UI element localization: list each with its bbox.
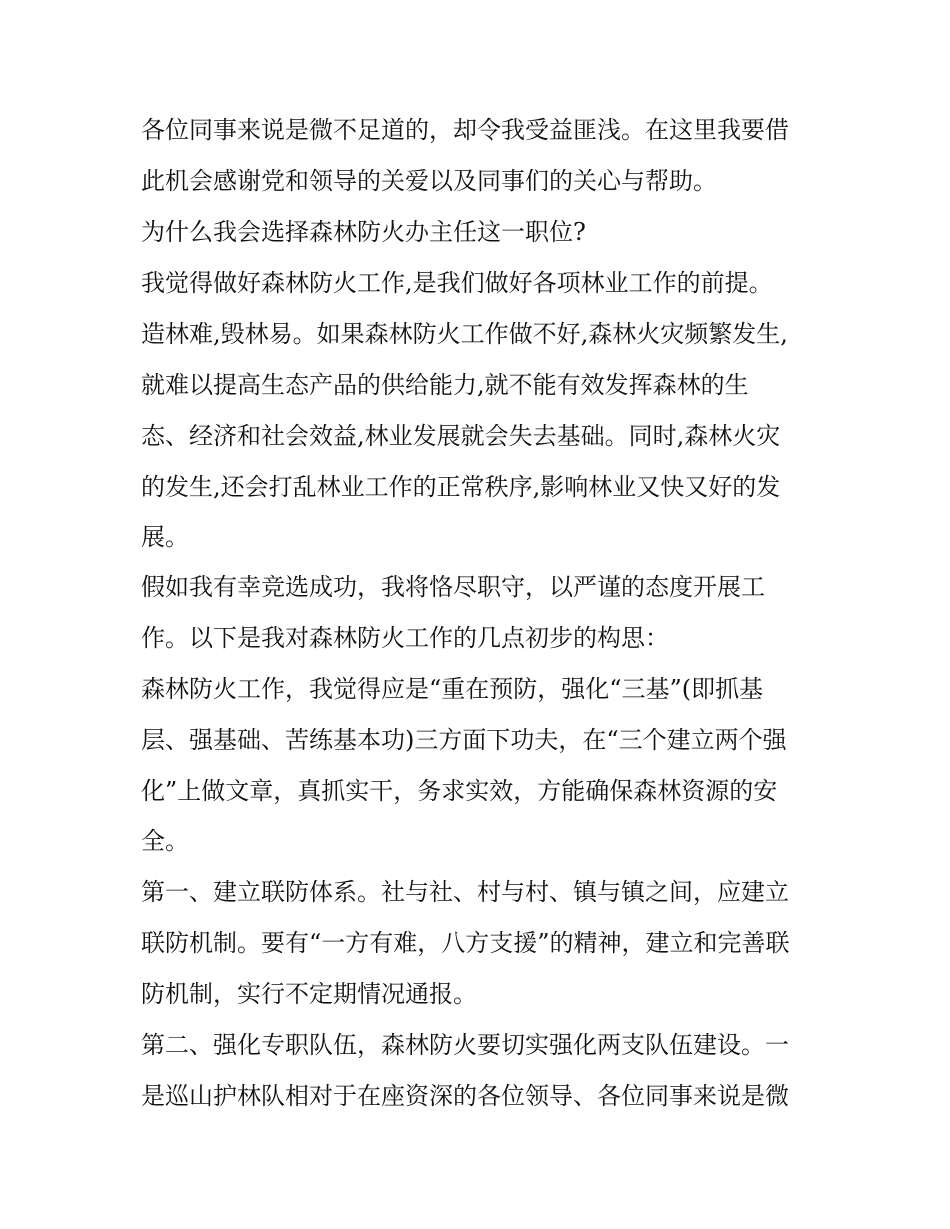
text-line: 各位同事来说是微不足道的，却令我受益匪浅。在这里我要借 (141, 116, 789, 144)
text-line: 化”上做文章，真抓实干，务求实效，方能确保森林资源的安 (141, 777, 778, 805)
text-line: 态、经济和社会效益,林业发展就会失去基础。同时,森林火灾 (141, 422, 781, 450)
text-line: 我觉得做好森林防火工作,是我们做好各项林业工作的前提。 (141, 269, 773, 297)
text-line: 作。以下是我对森林防火工作的几点初步的构思： (141, 624, 669, 652)
text-line: 防机制，实行不定期情况通报。 (141, 980, 477, 1008)
text-line: 假如我有幸竞选成功，我将恪尽职守，以严谨的态度开展工 (141, 573, 765, 601)
text-line: 为什么我会选择森林防火办主任这一职位? (141, 218, 586, 246)
text-line: 展。 (141, 523, 189, 551)
text-line: 全。 (141, 827, 189, 855)
text-line: 森林防火工作，我觉得应是“重在预防，强化“三基”(即抓基 (141, 675, 764, 703)
text-line: 是巡山护林队相对于在座资深的各位领导、各位同事来说是微 (141, 1082, 789, 1110)
text-line: 的发生,还会打乱林业工作的正常秩序,影响林业又快又好的发 (141, 473, 781, 501)
text-line: 层、强基础、苦练基本功)三方面下功夫，在“三个建立两个强 (141, 726, 787, 754)
text-line: 就难以提高生态产品的供给能力,就不能有效发挥森林的生 (141, 371, 749, 399)
text-line: 第二、强化专职队伍，森林防火要切实强化两支队伍建设。一 (141, 1031, 789, 1059)
text-line: 此机会感谢党和领导的关爱以及同事们的关心与帮助。 (141, 167, 717, 195)
text-line: 造林难,毁林易。如果森林防火工作做不好,森林火灾频繁发生, (141, 320, 788, 348)
text-line: 联防机制。要有“一方有难，八方支援”的精神，建立和完善联 (141, 929, 790, 957)
text-line: 第一、建立联防体系。社与社、村与村、镇与镇之间，应建立 (141, 878, 789, 906)
